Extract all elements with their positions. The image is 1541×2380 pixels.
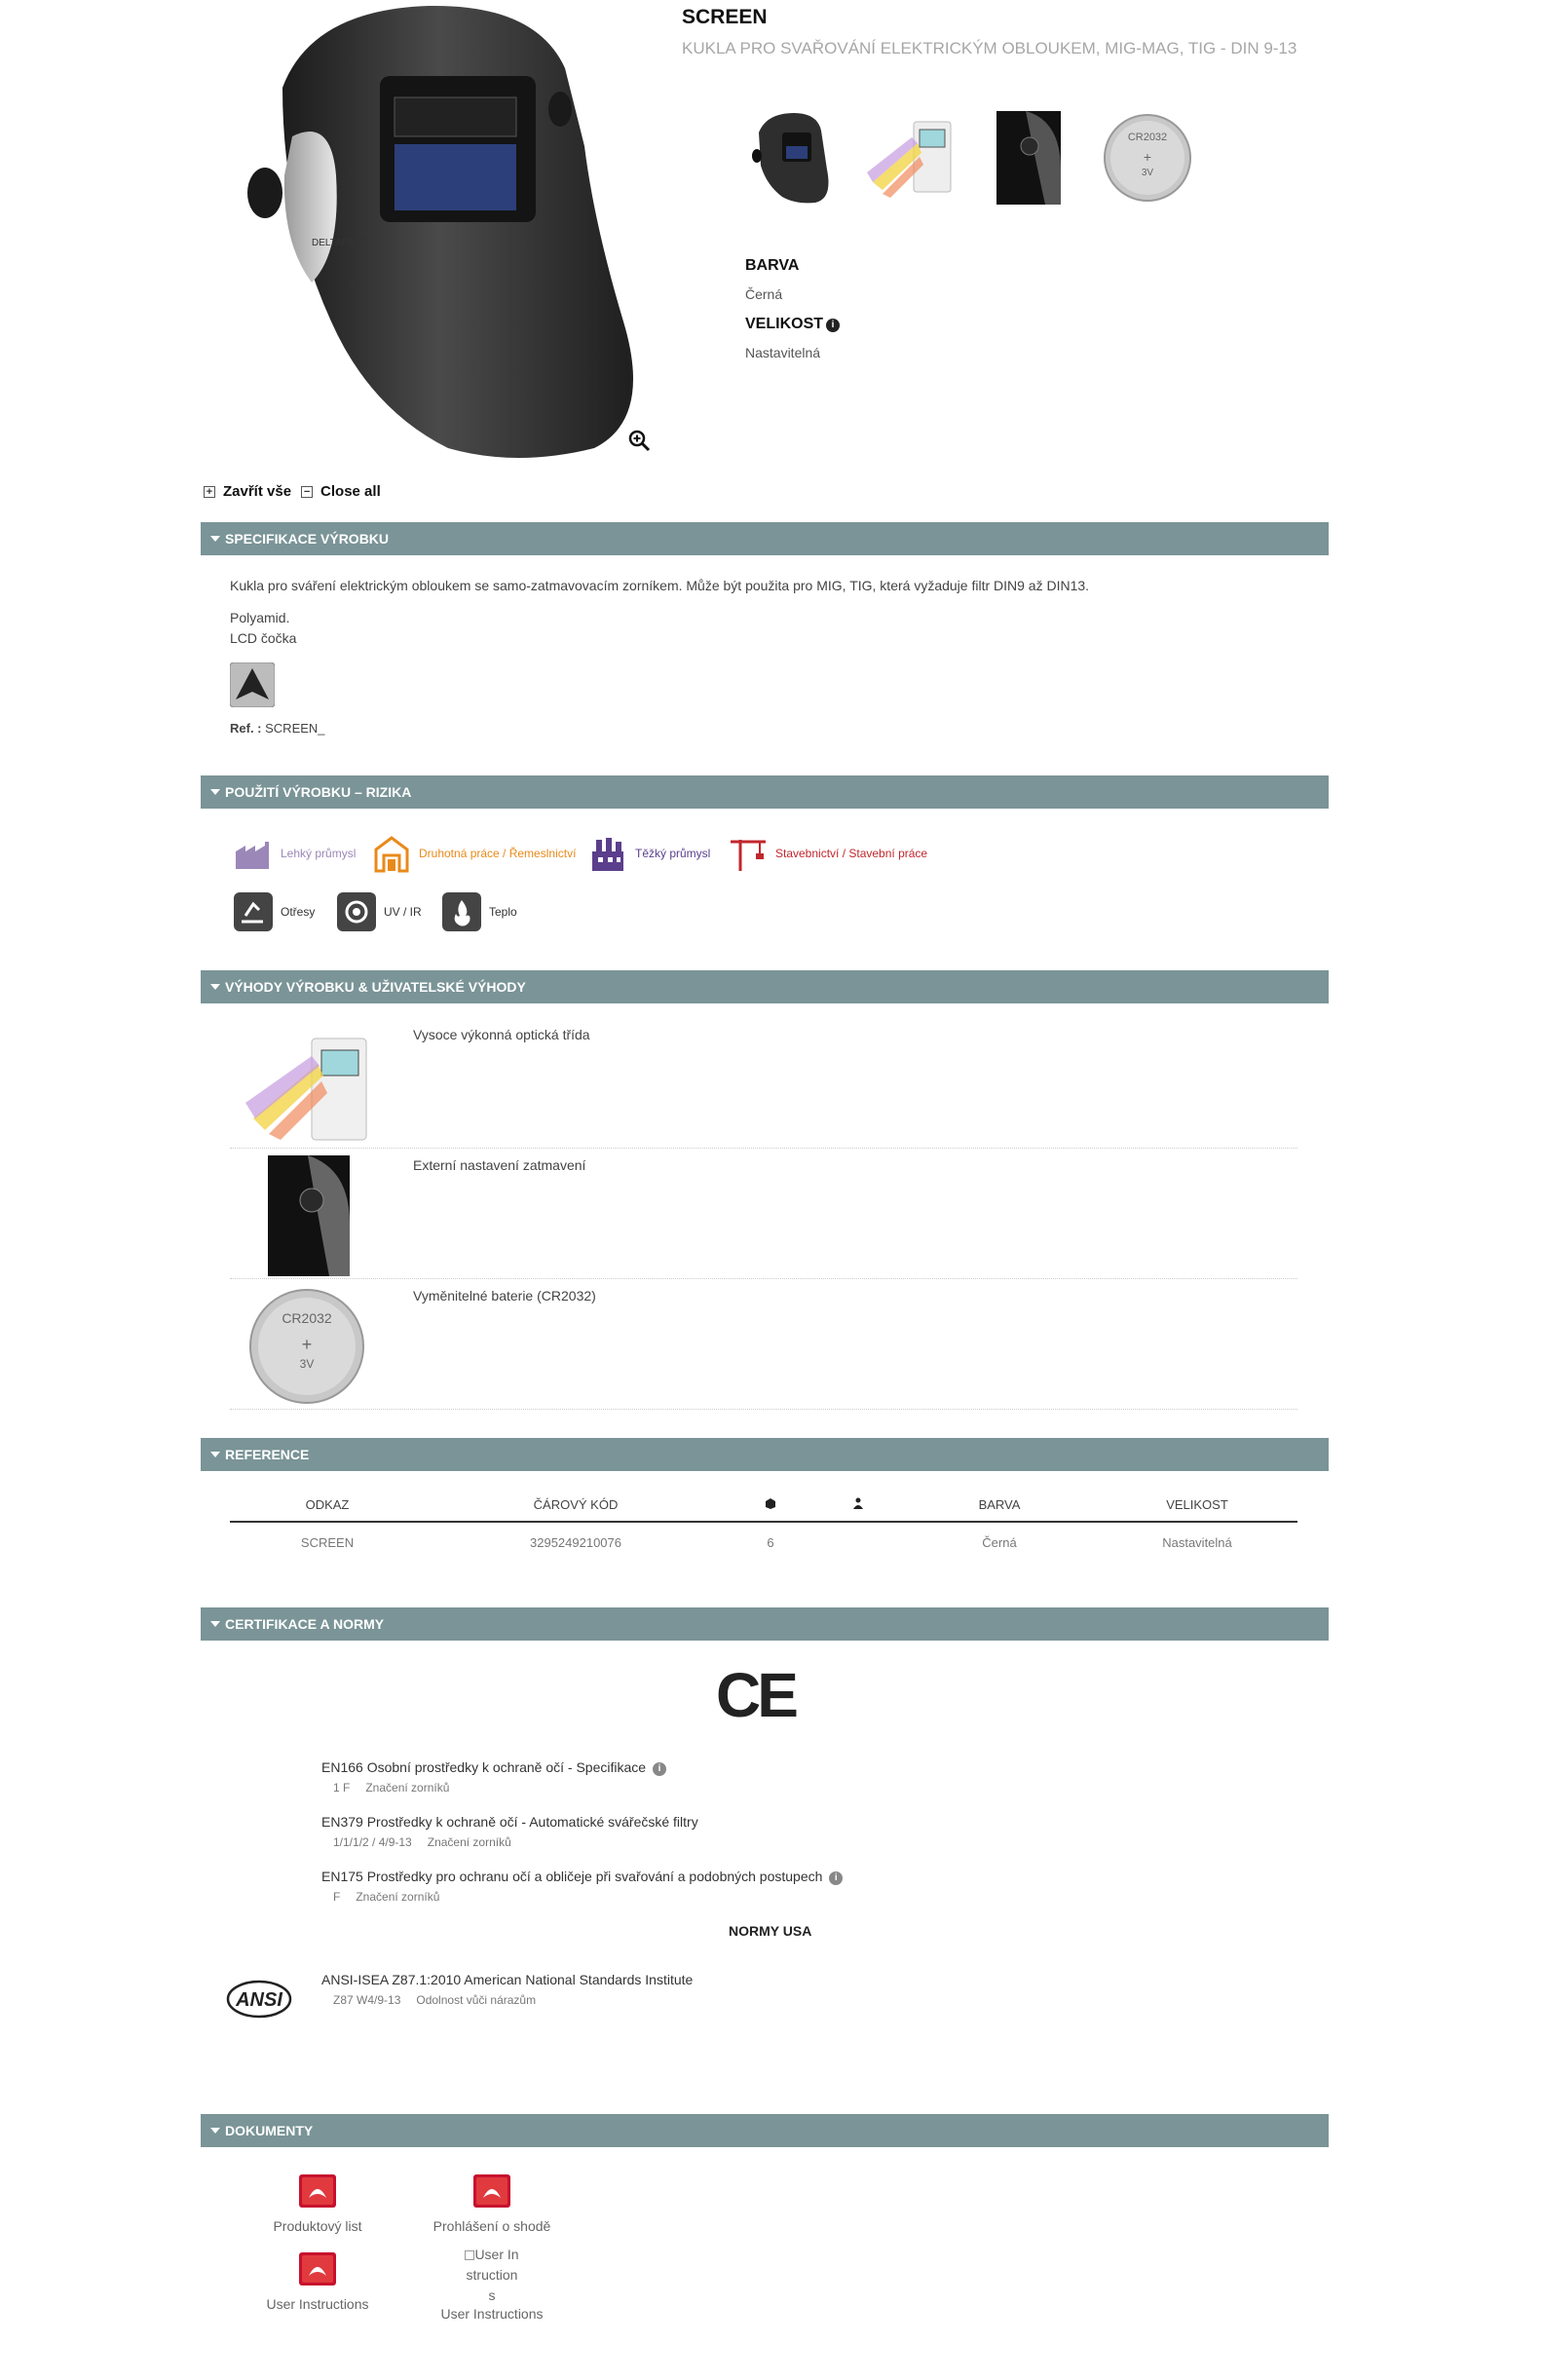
product-subtitle: KUKLA PRO SVAŘOVÁNÍ ELEKTRICKÝM OBLOUKEM, MIG-MAG, TIG - DIN 9-13 <box>682 39 1297 57</box>
broken-image-icon <box>465 2250 474 2260</box>
doc-user-instructions[interactable] <box>249 2250 386 2312</box>
section-header-benefits[interactable] <box>201 970 1329 1003</box>
spec-lens: LCD čočka <box>230 630 297 646</box>
caret-down-icon <box>210 1452 220 1457</box>
expand-all-toggle[interactable] <box>204 483 291 500</box>
plus-box-icon: + <box>204 486 215 498</box>
usa-standards-heading: NORMY USA <box>729 1923 812 1939</box>
doc-label: User Instructions <box>440 2306 544 2322</box>
ce-mark: CE <box>716 1660 795 1730</box>
info-icon[interactable]: i <box>829 1871 843 1885</box>
product-main-image[interactable] <box>224 0 672 468</box>
battery-image <box>244 1286 370 1407</box>
pdf-icon <box>471 2172 512 2210</box>
cell-color: Černá <box>982 1535 1017 1550</box>
deltaplus-logo-icon <box>230 662 275 707</box>
risk-label: Těžký průmysl <box>635 847 711 860</box>
risk-label: Lehký průmysl <box>281 847 357 860</box>
risk-vibration <box>234 892 315 931</box>
thumbnail-battery[interactable] <box>1099 109 1196 207</box>
thumbnail-shade-knob[interactable] <box>980 109 1077 207</box>
divider <box>230 1409 1297 1410</box>
cert-code: 1/1/1/2 / 4/9-13 <box>333 1835 412 1849</box>
cert-code: F <box>333 1890 341 1904</box>
section-title: CERTIFIKACE A NORMY <box>225 1616 385 1632</box>
battery-volt-text: 3V <box>299 1357 315 1371</box>
size-label: VELIKOST <box>745 316 824 332</box>
col-header-person <box>814 1489 902 1522</box>
broken-image-alt <box>465 2245 519 2306</box>
caret-down-icon <box>210 2128 220 2134</box>
minus-box-icon: − <box>301 486 313 498</box>
heat-icon <box>442 892 481 931</box>
battery-model-text: CR2032 <box>282 1310 332 1326</box>
risk-uv-ir <box>337 892 422 931</box>
cert-title <box>321 1869 843 1885</box>
divider <box>230 1148 1297 1149</box>
spec-material: Polyamid. <box>230 610 290 625</box>
svg-text:+: + <box>1143 149 1152 165</box>
vibration-icon <box>234 892 273 931</box>
risk-label: Druhotná práce / Řemeslnictví <box>419 847 577 860</box>
close-all-toggle[interactable] <box>301 483 381 500</box>
cert-code: 1 F <box>333 1781 351 1794</box>
section-title: DOKUMENTY <box>225 2123 314 2138</box>
doc-product-sheet[interactable] <box>259 2172 376 2234</box>
zoom-in-icon[interactable] <box>627 429 651 452</box>
benefit-text: Externí nastavení zatmavení <box>413 1157 586 1173</box>
pdf-icon <box>297 2172 338 2210</box>
cert-desc: Značení zorníků <box>365 1781 450 1794</box>
cert-desc: Značení zorníků <box>427 1835 511 1849</box>
ansi-logo <box>226 1978 292 2021</box>
size-value: Nastavitelná <box>745 345 821 360</box>
svg-text:+: + <box>301 1335 313 1354</box>
risk-label: Otřesy <box>281 905 316 919</box>
thumbnail-optical-class[interactable] <box>861 109 958 207</box>
pdf-icon <box>297 2250 338 2287</box>
crane-icon <box>729 834 768 873</box>
section-header-risks[interactable] <box>201 775 1329 809</box>
cert-desc: Značení zorníků <box>356 1890 440 1904</box>
risk-heavy-industry <box>588 834 710 873</box>
caret-down-icon <box>210 789 220 795</box>
doc-label: User Instructions <box>266 2296 369 2312</box>
cert-sub <box>333 1781 449 1794</box>
col-header-barcode: ČÁROVÝ KÓD <box>425 1489 727 1522</box>
cell-barcode: 3295249210076 <box>530 1535 621 1550</box>
benefit-text: Vysoce výkonná optická třída <box>413 1027 590 1042</box>
expand-all-label: Zavřít vše <box>223 483 292 500</box>
optical-class-image <box>244 1025 370 1146</box>
spec-description: Kukla pro sváření elektrickým obloukem se samo-zatmavovacím zorníkem. Může být použita pro MIG, TIG, která vyžaduje filtr DIN9 až DIN13. <box>230 578 1090 593</box>
svg-text:DELTAPLUS: DELTAPLUS <box>312 238 367 248</box>
ref-label: Ref. : <box>230 721 262 736</box>
caret-down-icon <box>210 1621 220 1627</box>
person-icon <box>852 1497 864 1509</box>
reference-table <box>230 1489 1297 1563</box>
caret-down-icon <box>210 984 220 990</box>
info-icon[interactable]: i <box>826 319 840 332</box>
table-row <box>230 1522 1297 1563</box>
risk-secondary-work <box>372 834 576 873</box>
section-title: REFERENCE <box>225 1447 310 1462</box>
cert-title <box>321 1759 666 1776</box>
risk-label: Teplo <box>489 905 517 919</box>
cert-sub <box>333 1835 511 1849</box>
battery-volt-text: 3V <box>1141 168 1154 178</box>
doc-label: Produktový list <box>273 2218 362 2234</box>
spec-ref <box>230 721 325 736</box>
cell-ref: SCREEN <box>300 1535 355 1550</box>
battery-thumb-icon <box>1101 111 1194 205</box>
table-header-row <box>230 1489 1297 1522</box>
risk-label: Stavebnictví / Stavební práce <box>775 847 928 860</box>
section-header-certs[interactable] <box>201 1607 1329 1641</box>
caret-down-icon <box>210 536 220 542</box>
doc-declaration[interactable] <box>429 2172 555 2234</box>
workshop-icon <box>372 834 411 873</box>
doc-user-instructions-2[interactable] <box>433 2245 550 2322</box>
close-all-label: Close all <box>320 483 381 500</box>
ansi-title: ANSI-ISEA Z87.1:2010 American National Standards Institute <box>321 1972 694 1987</box>
color-label: BARVA <box>745 257 800 274</box>
cert-title-text: EN166 Osobní prostředky k ochraně očí - Specifikace <box>321 1759 647 1775</box>
battery-model-text: CR2032 <box>1127 132 1168 143</box>
risk-heat <box>442 892 517 931</box>
size-label-row <box>745 316 840 333</box>
ref-value: SCREEN_ <box>265 721 325 736</box>
doc-label: Prohlášení o shodě <box>432 2218 551 2234</box>
col-header-size: VELIKOST <box>1097 1489 1297 1522</box>
ansi-sub <box>333 1993 536 2007</box>
cert-sub <box>333 1890 439 1904</box>
cell-person <box>814 1522 902 1563</box>
ansi-code: Z87 W4/9-13 <box>333 1993 401 2007</box>
thumbnail-helmet[interactable] <box>742 109 840 207</box>
heavy-industry-icon <box>588 834 627 873</box>
thumbnail-strip <box>742 109 1196 207</box>
ansi-desc: Odolnost vůči nárazům <box>416 1993 537 2007</box>
section-header-docs[interactable] <box>201 2114 1329 2147</box>
cert-title-text: EN175 Prostředky pro ochranu očí a obličeje při svařování a podobných postupech <box>321 1869 823 1884</box>
ansi-logo-text: ANSI <box>236 1989 282 2011</box>
box-icon <box>765 1497 776 1509</box>
section-title: VÝHODY VÝROBKU & UŽIVATELSKÉ VÝHODY <box>225 979 526 995</box>
light-industry-icon <box>234 834 273 873</box>
cert-title-text: EN379 Prostředky k ochraně očí - Automatické svářečské filtry <box>321 1814 698 1830</box>
section-header-reference[interactable] <box>201 1438 1329 1471</box>
shade-knob-image <box>244 1155 370 1276</box>
optical-class-thumb-icon <box>863 114 957 202</box>
risk-light-industry <box>234 834 356 873</box>
section-title: SPECIFIKACE VÝROBKU <box>225 531 390 547</box>
broken-image-alt-text: User Instructions <box>466 2247 519 2303</box>
color-value: Černá <box>745 286 783 302</box>
divider <box>230 1278 1297 1279</box>
cell-size: Nastavitelná <box>1162 1535 1232 1550</box>
cell-box-qty: 6 <box>767 1535 774 1550</box>
shade-knob-thumb-icon <box>996 111 1061 205</box>
uv-ir-icon <box>337 892 376 931</box>
info-icon[interactable]: i <box>653 1762 666 1776</box>
col-header-ref: ODKAZ <box>230 1489 425 1522</box>
section-header-spec[interactable] <box>201 522 1329 555</box>
section-title: POUŽITÍ VÝROBKU – RIZIKA <box>225 784 412 800</box>
helmet-thumb-icon <box>747 111 835 205</box>
risk-construction <box>729 834 927 873</box>
col-header-color: BARVA <box>902 1489 1097 1522</box>
risk-label: UV / IR <box>384 905 422 919</box>
product-title: SCREEN <box>682 6 768 28</box>
col-header-box <box>727 1489 814 1522</box>
expand-collapse-toggles <box>204 483 391 500</box>
benefit-text: Vyměnitelné baterie (CR2032) <box>413 1288 596 1303</box>
cert-title <box>321 1814 698 1830</box>
